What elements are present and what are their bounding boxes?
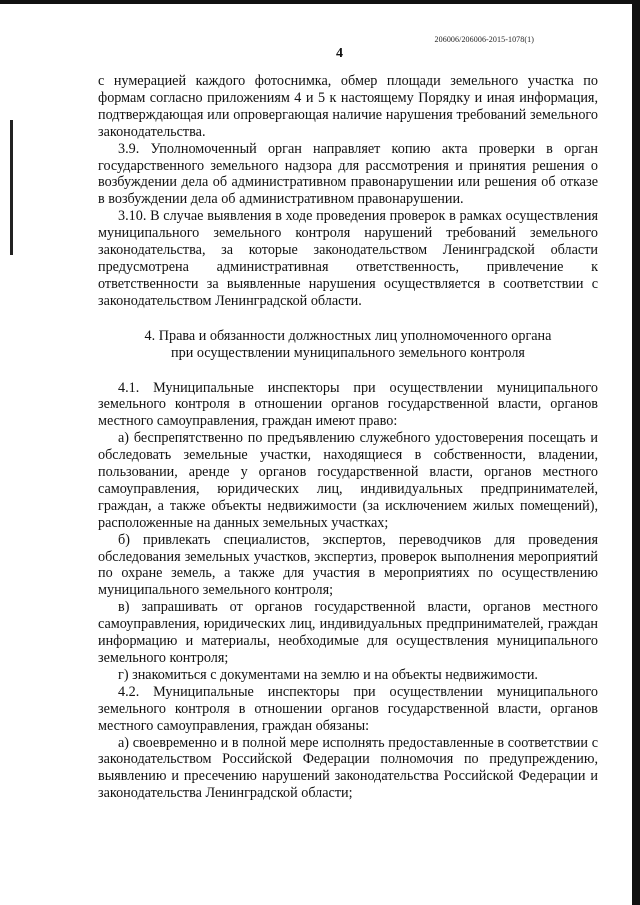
paragraph-4-1-a: а) беспрепятственно по предъявлению служебного удостоверения посещать и обследовать земельные участки, находящиеся в собственности, владении, пользовании, аренде у органов государственной власти, органов местного самоуправления, юридических лиц, индивидуальных предпринимателей, граждан, а также объекты недвижимости (за исключением жилых помещений), расположенные на данных земельных участках; [98, 430, 598, 531]
paragraph-4-1-v: в) запрашивать от органов государственной власти, органов местного самоуправления, юридических лиц, индивидуальных предпринимателей, граждан информацию и материалы, необходимые для осуществления муниципального земельного контроля; [98, 599, 598, 666]
paragraph-4-2-a: а) своевременно и в полной мере исполнять предоставленные в соответствии с законодательством Российской Федерации полномочия по предупреждению, выявлению и пресечению нарушений законодательства Российской Федерации и законодательства Ленинградской области; [98, 734, 598, 802]
paragraph-4-2: 4.2. Муниципальные инспекторы при осуществлении муниципального земельного контроля в отношении органов государственной власти, органов местного самоуправления, граждан обязаны: [98, 683, 598, 734]
paragraph-4-1: 4.1. Муниципальные инспекторы при осуществлении муниципального земельного контроля в отношении органов государственной власти, органов местного самоуправления, граждан имеют право: [98, 379, 598, 430]
top-scan-border [0, 0, 632, 4]
paragraph-3-9: 3.9. Уполномоченный орган направляет копию акта проверки в орган государственного земельного надзора для рассмотрения и принятия решения о возбуждении дела об административном правонарушении или решения об отказе в возбуждении дела об административном правонарушении. [98, 140, 598, 208]
right-scan-border [632, 0, 640, 905]
paragraph-4-1-g: г) знакомиться с документами на землю и на объекты недвижимости. [118, 666, 538, 683]
document-id: 206006/206006-2015-1078(1) [434, 35, 534, 44]
section-heading-line2: при осуществлении муниципального земельного контроля [171, 344, 525, 361]
body-text [98, 73, 598, 802]
paragraph-4-1-b: б) привлекать специалистов, экспертов, переводчиков для проведения обследования земельных участков, экспертиз, проверок выполнения мероприятий по охране земель, а также для участия в мероприятиях по осуществлению муниципального земельного контроля; [98, 531, 598, 599]
left-margin-mark [10, 120, 13, 255]
section-heading-line1: 4. Права и обязанности должностных лиц уполномоченного органа [144, 327, 552, 344]
section-heading [98, 328, 598, 362]
paragraph-3-10: 3.10. В случае выявления в ходе проведения проверок в рамках осуществления муниципального земельного контроля нарушений требований земельного законодательства, за которые законодательством Ленинградской области предусмотрена административная ответственность, привлечение к ответственности за выявленные нарушения осуществляется в соответствии с законодательством Ленинградской области. [98, 208, 598, 309]
paragraph-continuation: с нумерацией каждого фотоснимка, обмер площади земельного участка по формам согласно приложениям 4 и 5 к настоящему Порядку и иная информация, подтверждающая или опровергающая наличие нарушения требований земельного законодательства. [98, 73, 598, 140]
page-number: 4 [336, 46, 343, 61]
